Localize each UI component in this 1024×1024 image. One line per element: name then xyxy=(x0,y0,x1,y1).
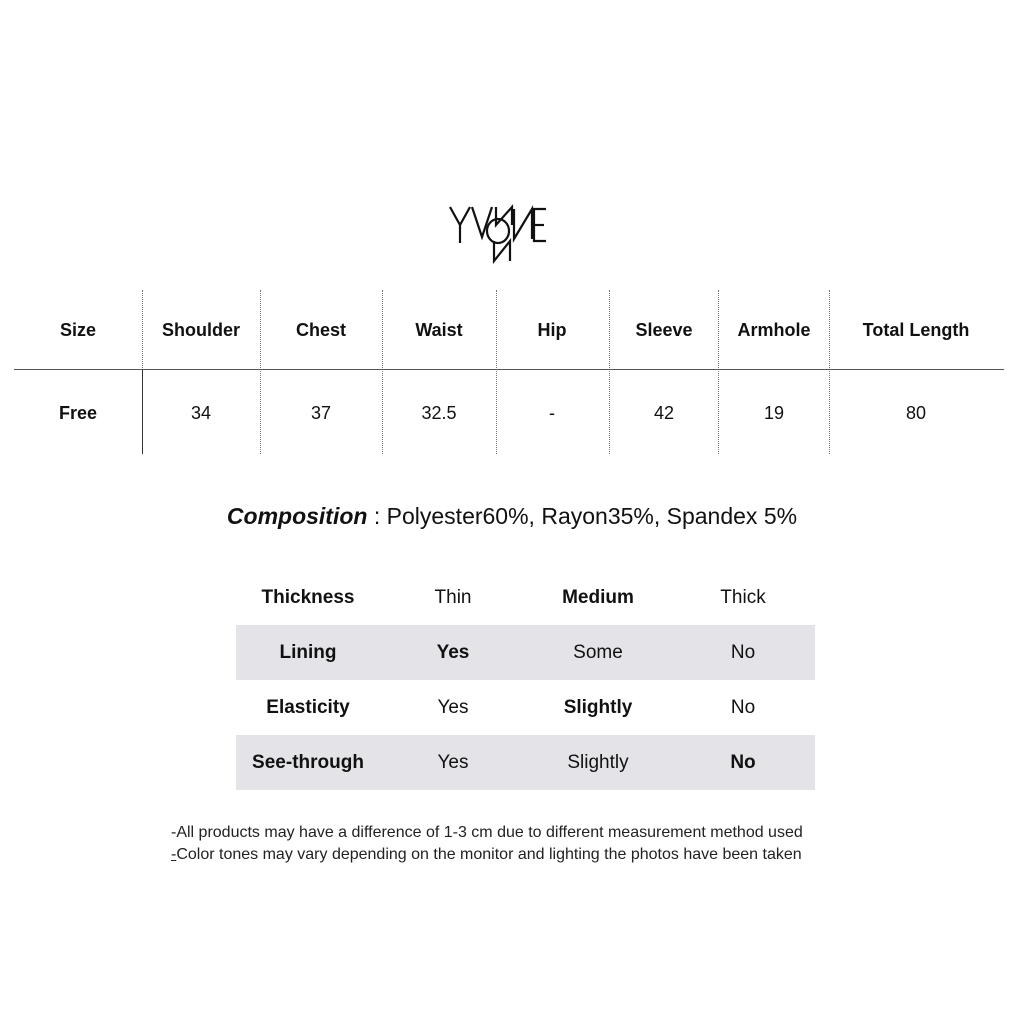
fabric-properties-table xyxy=(236,570,815,790)
fabric-option: Some xyxy=(573,642,623,663)
brand-logo xyxy=(440,195,560,265)
cell-armhole: 19 xyxy=(763,403,785,423)
fabric-row-label: Elasticity xyxy=(266,697,350,718)
fabric-row-thickness xyxy=(236,570,815,625)
disclaimer-notes xyxy=(171,822,803,866)
fabric-row-elasticity xyxy=(236,680,815,735)
fabric-row-label: Thickness xyxy=(261,587,355,608)
header-divider xyxy=(14,369,1004,370)
header-armhole: Armhole xyxy=(737,320,811,340)
composition-label: Composition xyxy=(226,503,368,529)
cell-size: Free xyxy=(58,403,98,423)
cell-waist: 32.5 xyxy=(421,403,457,423)
header-hip: Hip xyxy=(537,320,567,340)
fabric-option: No xyxy=(730,697,756,718)
column-divider xyxy=(496,290,497,454)
note-color xyxy=(171,844,803,866)
fabric-option: Slightly xyxy=(567,752,629,773)
cell-total-length: 80 xyxy=(905,403,927,423)
column-divider xyxy=(609,290,610,454)
fabric-option: Slightly xyxy=(563,697,633,718)
cell-shoulder: 34 xyxy=(190,403,212,423)
fabric-row-label: Lining xyxy=(279,642,337,663)
composition-value: Polyester60%, Rayon35%, Spandex 5% xyxy=(386,503,798,529)
fabric-option: Yes xyxy=(436,642,470,663)
fabric-row-label: See-through xyxy=(252,752,364,773)
header-chest: Chest xyxy=(295,320,347,340)
cell-hip: - xyxy=(549,403,555,423)
header-total-length: Total Length xyxy=(862,320,970,340)
column-divider xyxy=(260,290,261,454)
brand-logo-mark xyxy=(440,195,560,265)
size-column-divider xyxy=(142,370,143,454)
header-size: Size xyxy=(59,320,97,340)
composition-separator: : xyxy=(367,503,387,529)
cell-sleeve: 42 xyxy=(653,403,675,423)
fabric-option: Medium xyxy=(562,587,634,608)
cell-chest: 37 xyxy=(310,403,332,423)
fabric-row-see-through xyxy=(236,735,815,790)
column-divider xyxy=(829,290,830,454)
column-divider xyxy=(382,290,383,454)
fabric-option: Yes xyxy=(437,697,469,718)
fabric-option: Thin xyxy=(434,587,472,608)
fabric-option: No xyxy=(730,642,756,663)
header-waist: Waist xyxy=(415,320,463,340)
note-color-dash: - xyxy=(171,846,177,863)
header-shoulder: Shoulder xyxy=(161,320,241,340)
header-sleeve: Sleeve xyxy=(635,320,693,340)
size-table xyxy=(14,290,1004,455)
fabric-row-lining xyxy=(236,625,815,680)
note-color-text: Color tones may vary depending on the monitor and lighting the photos have been taken xyxy=(176,846,802,863)
fabric-option: No xyxy=(730,752,756,773)
fabric-option: Yes xyxy=(437,752,469,773)
note-measurement: -All products may have a difference of 1-3 cm due to different measurement method used xyxy=(171,824,803,841)
fabric-option: Thick xyxy=(720,587,766,608)
composition-line xyxy=(0,503,1024,530)
column-divider xyxy=(718,290,719,454)
